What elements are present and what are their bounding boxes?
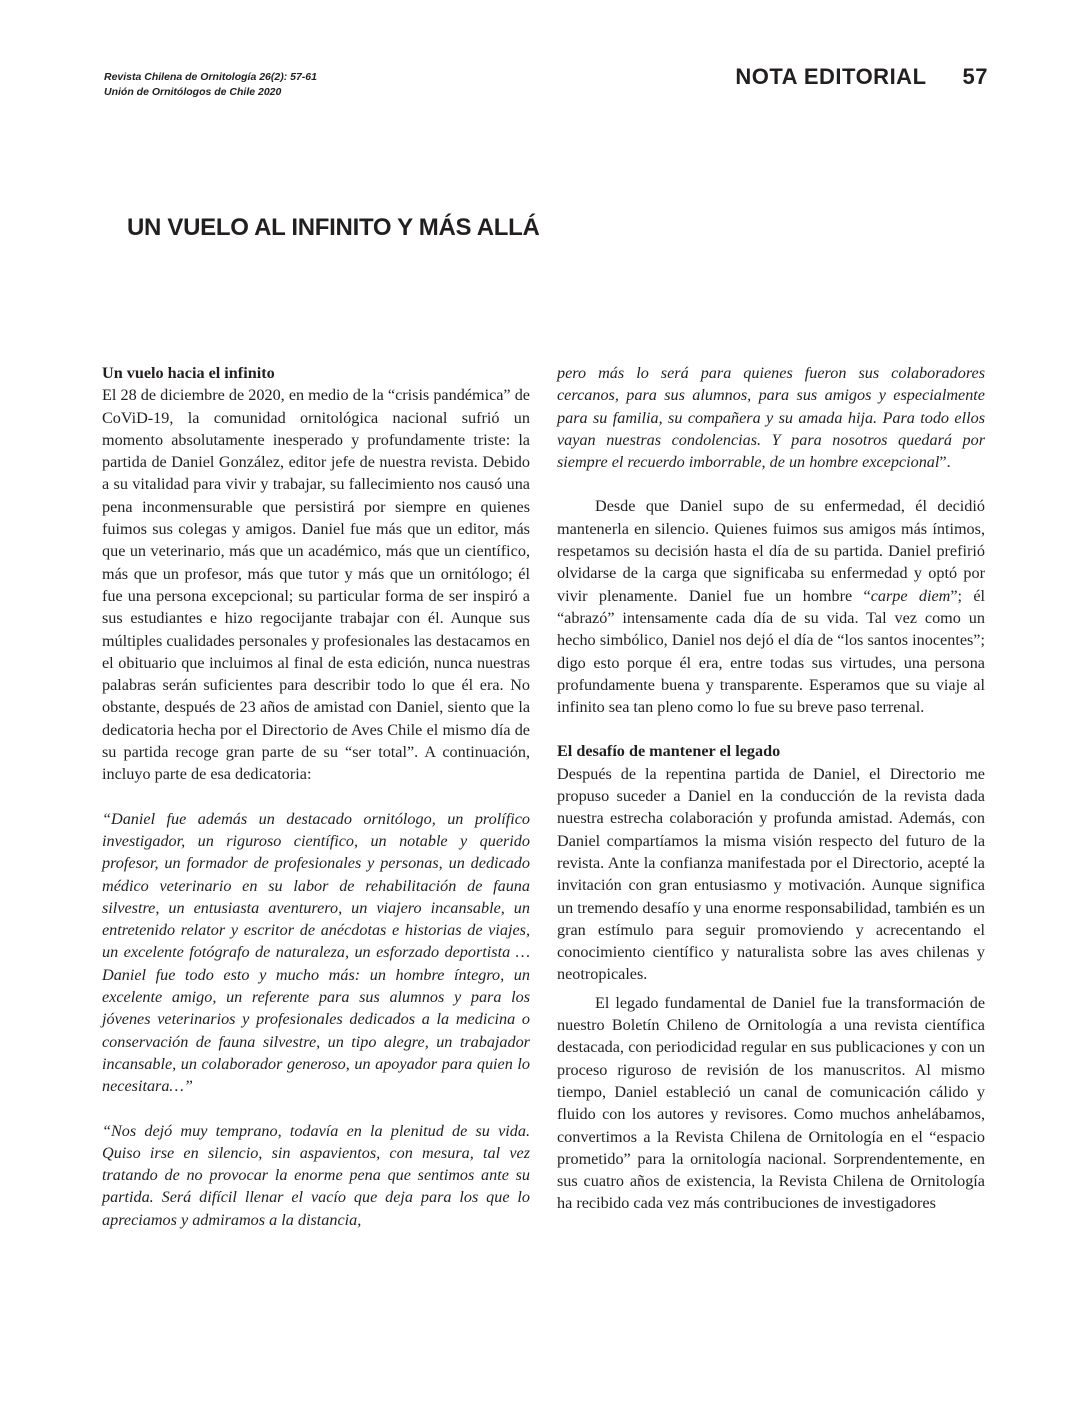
left-column	[102, 362, 530, 1231]
text-run: Desde que Daniel supo de su enfermedad, él decidió mantenerla en silencio. Quienes fuimos sus amigos más íntimos, respetamos su decisión hasta el día de su partida. Daniel prefirió olvidarse de la carga que significaba su enfermedad y optó por vivir plenamente. Daniel fue un hombre “	[557, 497, 985, 605]
dedication-quote-continued: “Nos dejó muy temprano, todavía en la plenitud de su vida. Quiso irse en silencio, sin aspavientos, con mesura, tal vez tratando de no provocar la enorme pena que sentimos ante su partida. Será difícil llenar el vacío que deja para los que lo apreciamos y admiramos a la distancia,	[102, 1121, 530, 1229]
body-paragraph: El legado fundamental de Daniel fue la transformación de nuestro Boletín Chileno de Ornitología a una revista científica destacada, con periodicidad regular en sus publicaciones y con un proceso riguroso de revisión de los manuscritos. Al mismo tiempo, Daniel estableció un canal de comunicación cálido y fluido con los autores y revisores. Como muchos anhelábamos, convertimos a la Revista Chilena de Ornitología en el “espacio prometido” para la ornitología nacional. Sorprendentemente, en sus cuatro años de existencia, la Revista Chilena de Ornitología ha recibido cada vez más contribuciones de investigadores	[557, 993, 985, 1213]
dedication-quote: “Daniel fue además un destacado ornitólogo, un prolífico investigador, un riguroso científico, un notable y querido profesor, un formador de profesionales y personas, un dedicado médico veterinario en su labor de rehabilitación de fauna silvestre, un entusiasta aventurero, un viajero incansable, un entretenido relator y escritor de anécdotas e historias de viajes, un excelente fotógrafo de naturaleza, un esforzado deportista … Daniel fue todo esto y mucho más: un hombre íntegro, un excelente amigo, un referente para sus alumnos y para los jóvenes veterinarios y profesionales dedicados a la medicina o conservación de fauna silvestre, un tipo alegre, un trabajador incansable, un colaborador generoso, un apoyador para quien lo necesitara…”	[102, 809, 530, 1096]
text-run: ”; él “abrazó” intensamente cada día de su vida. Tal vez como un hecho simbólico, Daniel nos dejó el día de “los santos inocentes”; digo esto porque él era, entre todas sus virtudes, una persona profundamente buena y transparente. Esperamos que su viaje al infinito sea tan pleno como lo fue su breve paso terrenal.	[557, 586, 985, 717]
page-number: 57	[962, 64, 988, 89]
right-column	[557, 362, 985, 1215]
quote-close: ”.	[939, 453, 951, 472]
section-heading-infinito: Un vuelo hacia el infinito	[102, 364, 275, 382]
body-paragraph	[557, 495, 985, 718]
dedication-quote-end	[557, 362, 985, 473]
running-head	[735, 64, 988, 90]
journal-citation	[104, 70, 317, 100]
emphasis: carpe diem	[870, 586, 951, 605]
body-paragraph: Después de la repentina partida de Daniel, el Directorio me propuso suceder a Daniel en la conducción de la revista dada nuestra estrecha colaboración y profunda amistad. Además, con Daniel compartíamos la misma visión respecto del futuro de la revista. Ante la confianza manifestada por el Directorio, acepté la invitación con gran entusiasmo y motivación. Aunque significa un tremendo desafío y una enorme responsabilidad, también es un gran estímulo para seguir promoviendo y acrecentando el conocimiento científico y naturalista sobre las aves chilenas y neotropicales.	[557, 764, 985, 984]
article-title: UN VUELO AL INFINITO Y MÁS ALLÁ	[127, 214, 540, 241]
body-paragraph: El 28 de diciembre de 2020, en medio de la “crisis pandémica” de CoViD-19, la comunidad ornitológica nacional sufrió un momento absolutamente inesperado y profundamente triste: la partida de Daniel González, editor jefe de nuestra revista. Debido a su vitalidad para vivir y trabajar, su fallecimiento nos causó una pena inconmensurable que persistirá por siempre en quienes fuimos sus colegas y amigos. Daniel fue más que un editor, más que un veterinario, más que un académico, más que un científico, más que un profesor, más que tutor y más que un ornitólogo; él fue una persona excepcional; su particular forma de ser inspiró a sus estudiantes e hizo regocijante trabajar con él. Aunque sus múltiples cualidades personales y profesionales las destacamos en el obituario que incluimos al final de esta edición, nunca nuestras palabras serán suficientes para describir todo lo que él era. No obstante, después de 23 años de amistad con Daniel, siento que la dedicatoria hecha por el Directorio de Aves Chile el mismo día de su partida recoge gran parte de su “ser total”. A continuación, incluyo parte de esa dedicatoria:	[102, 386, 530, 784]
publisher-line: Unión de Ornitólogos de Chile 2020	[104, 86, 282, 98]
section-heading-legado: El desafío de mantener el legado	[557, 742, 781, 761]
quote-text: pero más lo será para quienes fueron sus colaboradores cercanos, para sus alumnos, para sus amigos y especialmente para su familia, su compañera y su amada hija. Para todo ellos vayan nuestras condolencias. Y para nosotros quedará por siempre el recuerdo imborrable, de un hombre excepcional	[557, 364, 985, 472]
section-label: NOTA EDITORIAL	[735, 64, 927, 89]
journal-citation-line: Revista Chilena de Ornitología 26(2): 57-61	[104, 71, 317, 83]
